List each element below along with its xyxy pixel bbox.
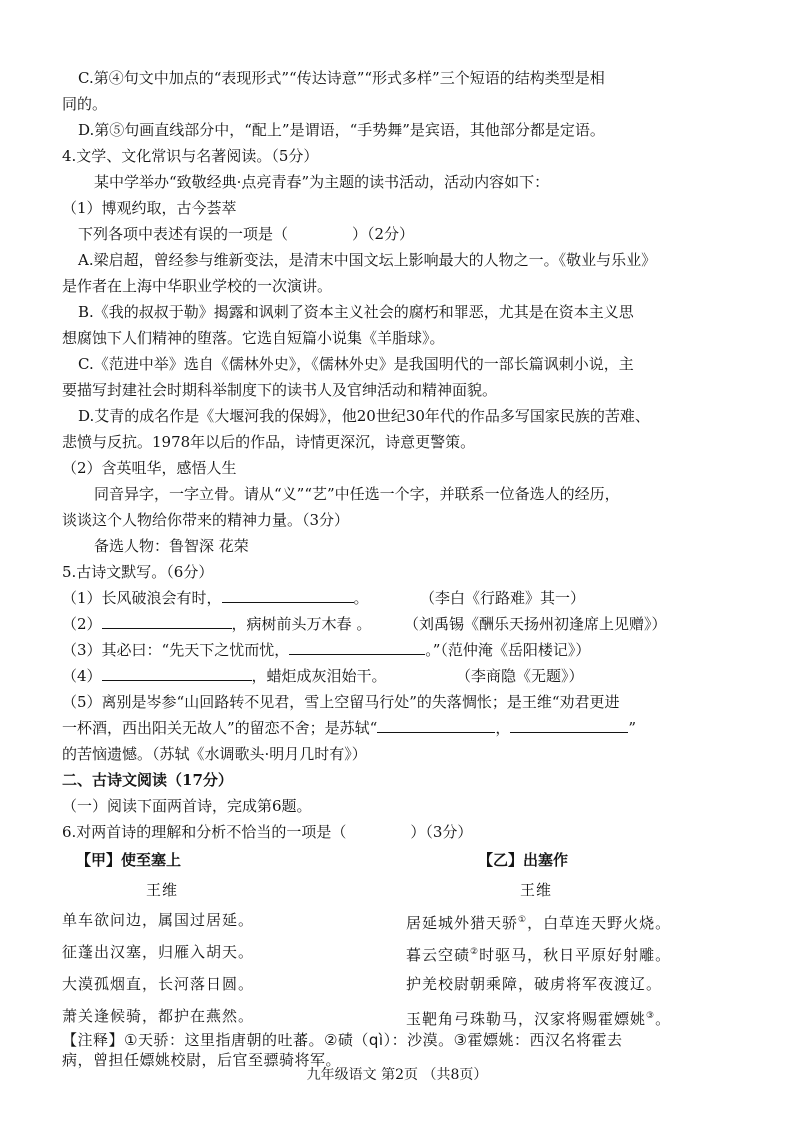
- q5-line1-b: 。: [353, 589, 369, 607]
- q5-line3: [62, 640, 746, 660]
- q5-line5-2c: ”: [628, 719, 637, 737]
- poem-b-line2-b: 时驱马，秋日平原好射雕。: [479, 946, 672, 964]
- poem-a-title: 【甲】使至塞上: [76, 851, 182, 869]
- q5-line3-a: （3）其必曰：“先天下之忧而忧，: [62, 641, 290, 659]
- q4-part2-line2: 谈谈这个人物给你带来的精神力量。（3分）: [62, 511, 350, 529]
- q4-part2-line1: 同音异字，一字立骨。请从“义”“艺”中任选一个字，并联系一位备选人的经历，: [94, 485, 620, 503]
- note-marker: ③: [646, 1011, 656, 1021]
- q5-line5-2a: 一杯酒，西出阳关无故人”的留恋不舍；是苏轼“: [62, 719, 378, 737]
- q5-line5-2b: ，: [495, 719, 511, 737]
- q4-option-a-line2: 是作者在上海中华职业学校的一次演讲。: [62, 277, 333, 295]
- q6-stem-b: ）（3分）: [410, 823, 473, 841]
- poem-a-author: 王维: [146, 881, 179, 899]
- poem-b-author: 王维: [520, 881, 553, 899]
- q4-option-a-line1: A.梁启超，曾经参与维新变法，是清末中国文坛上影响最大的人物之一。《敬业与乐业》: [78, 251, 657, 269]
- q3-option-d: D.第⑤句画直线部分中，“配上”是谓语，“手势舞”是宾语，其他部分都是定语。: [78, 121, 605, 139]
- q4-intro: 某中学举办“致敬经典·点亮青春”为主题的读书活动，活动内容如下：: [94, 173, 550, 191]
- q5-line4-a: （4）: [62, 667, 102, 685]
- q5-line1-source: （李白《行路难》其一）: [420, 589, 586, 607]
- q4-part1-stem-b: ）（2分）: [352, 225, 415, 243]
- notes-line1: 【注释】①天骄：这里指唐朝的吐蕃。②碛（qì）：沙漠。③霍嫖姚：西汉名将霍去: [62, 1031, 623, 1049]
- q5-title: 5.古诗文默写。（6分）: [62, 563, 214, 581]
- q5-line4-source: （李商隐《无题》）: [456, 667, 584, 685]
- q4-candidates: 备选人物：鲁智深 花荣: [94, 537, 249, 555]
- q4-part2-title: （2）含英咀华，感悟人生: [62, 459, 237, 477]
- poem-a-line1: 单车欲问边，属国过居延。: [62, 911, 255, 929]
- q5-line2-a: （2）: [62, 615, 102, 633]
- q5-line2-b: ，病树前头万木春 。: [231, 615, 372, 633]
- poem-a-line3: 大漠孤烟直，长河落日圆。: [62, 975, 255, 993]
- q4-title: 4.文学、文化常识与名著阅读。（5分）: [62, 147, 319, 165]
- q3-option-c-line1: C.第④句文中加点的“表现形式”“传达诗意”“形式多样”三个短语的结构类型是相: [78, 69, 605, 87]
- q4-part1-stem-a: 下列各项中表述有误的一项是（: [78, 225, 289, 243]
- q5-line5-1: （5）离别是岑参“山回路转不见君，雪上空留马行处”的失落惆怅；是王维“劝君更进: [62, 693, 620, 711]
- q6-stem-a: 6.对两首诗的理解和分析不恰当的一项是（: [62, 823, 347, 841]
- poem-b-title: 【乙】出塞作: [478, 851, 569, 869]
- poem-b-line4-b: 。: [655, 1010, 672, 1028]
- note-marker: ②: [470, 947, 480, 957]
- poem-b-line4-a: 玉靶角弓珠勒马，汉家将赐霍嫖姚: [406, 1010, 647, 1028]
- q4-option-d-line2: 悲愤与反抗。1978年以后的作品，诗情更深沉，诗意更警策。: [62, 433, 476, 451]
- poem-b-line1-b: ，白草连天野火烧。: [527, 914, 672, 932]
- q5-line3-b: 。”（范仲淹《岳阳楼记》）: [425, 641, 591, 659]
- q5-line5-2: [62, 718, 746, 738]
- fill-blank[interactable]: [377, 718, 495, 733]
- poem-b-line1-a: 居延城外猎天骄: [406, 914, 519, 932]
- poem-a-line4: 萧关逢候骑，都护在燕然。: [62, 1007, 255, 1025]
- fill-blank[interactable]: [289, 640, 425, 655]
- q4-part1-title: （1）博观约取，古今荟萃: [62, 199, 237, 217]
- poem-b-line3: 护羌校尉朝乘障，破虏将军夜渡辽。: [406, 975, 663, 993]
- poem-a-line2: 征蓬出汉塞，归雁入胡天。: [62, 943, 255, 961]
- q6-stem: [62, 822, 746, 842]
- q5-line4: [62, 666, 746, 686]
- q3-option-c-line2: 同的。: [62, 95, 108, 113]
- q5-line4-b: ，蜡炬成灰泪始干。: [251, 667, 387, 685]
- fill-blank[interactable]: [102, 666, 252, 681]
- poem-b-line2: [406, 942, 671, 965]
- note-marker: ①: [518, 915, 528, 925]
- q5-line1: [62, 588, 746, 608]
- q5-line1-a: （1）长风破浪会有时，: [62, 589, 222, 607]
- q4-part1-stem: [78, 224, 746, 244]
- notes-line2: 病，曾担任嫖姚校尉，后官至骠骑将军。: [62, 1051, 342, 1069]
- q4-option-b-line1: B.《我的叔叔于勒》揭露和讽刺了资本主义社会的腐朽和罪恶，尤其是在资本主义思: [78, 303, 634, 321]
- fill-blank[interactable]: [222, 588, 354, 603]
- fill-blank[interactable]: [510, 718, 628, 733]
- poem-b-line2-a: 暮云空碛: [406, 946, 471, 964]
- poem-b-line1: [406, 910, 671, 933]
- q4-option-b-line2: 想腐蚀下人们精神的堕落。它选自短篇小说集《羊脂球》。: [62, 329, 445, 347]
- section2-title: 二、古诗文阅读（17分）: [62, 771, 233, 789]
- q4-option-c-line2: 要描写封建社会时期科举制度下的读书人及官绅活动和精神面貌。: [62, 381, 498, 399]
- q5-line5-3: 的苦恼遗憾。（苏轼《水调歌头·明月几时有》）: [62, 745, 367, 763]
- q5-line2-source: （刘禹锡《酬乐天扬州初逢席上见赠》）: [404, 615, 667, 633]
- q4-option-c-line1: C.《范进中举》选自《儒林外史》，《儒林外史》是我国明代的一部长篇讽刺小说，主: [78, 355, 634, 373]
- q4-option-d-line1: D.艾青的成名作是《大堰河我的保姆》，他20世纪30年代的作品多写国家民族的苦难、: [78, 407, 650, 425]
- section2-subtitle: （一）阅读下面两首诗，完成第6题。: [62, 797, 312, 815]
- poem-b-line4: [406, 1006, 671, 1029]
- page-footer: 九年级语文 第2页 （共8页）: [306, 1067, 488, 1083]
- fill-blank[interactable]: [102, 614, 232, 629]
